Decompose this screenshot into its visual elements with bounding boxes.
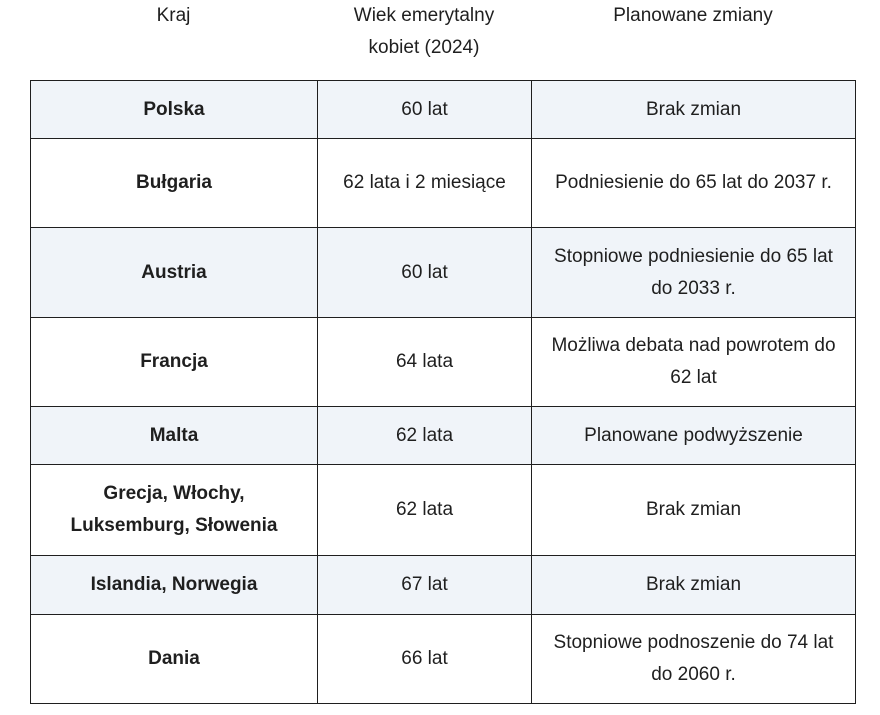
country-cell: Francja (31, 318, 318, 407)
age-cell: 67 lat (318, 556, 532, 615)
country-cell: Austria (31, 228, 318, 318)
country-cell: Polska (31, 81, 318, 139)
table-row (31, 228, 856, 318)
header-retirement-age (317, 0, 531, 80)
country-cell: Malta (31, 407, 318, 465)
country-cell: Dania (31, 615, 318, 704)
changes-cell: Stopniowe podniesienie do 65 lat do 2033 r. (532, 228, 856, 318)
header-country: Kraj (156, 5, 191, 26)
changes-cell: Brak zmian (532, 465, 856, 556)
age-cell: 62 lata (318, 465, 532, 556)
table-row (31, 615, 856, 704)
table-row (31, 465, 856, 556)
changes-cell: Podniesienie do 65 lat do 2037 r. (532, 139, 856, 228)
age-cell: 66 lat (318, 615, 532, 704)
age-cell: 62 lata i 2 miesiące (318, 139, 532, 228)
table-row (31, 407, 856, 465)
table-row (31, 318, 856, 407)
header-retirement-age-line2: kobiet (2024) (368, 37, 480, 58)
changes-cell: Brak zmian (532, 556, 856, 615)
age-cell: 60 lat (318, 228, 532, 318)
country-cell: Islandia, Norwegia (31, 556, 318, 615)
header-retirement-age-line1: Wiek emerytalny (353, 5, 495, 26)
age-cell: 60 lat (318, 81, 532, 139)
changes-cell: Planowane podwyższenie (532, 407, 856, 465)
country-cell: Bułgaria (31, 139, 318, 228)
age-cell: 64 lata (318, 318, 532, 407)
table-row (31, 81, 856, 139)
table-header-row (30, 0, 855, 80)
country-cell: Grecja, Włochy, Luksemburg, Słowenia (31, 465, 318, 556)
retirement-age-table (30, 80, 856, 704)
changes-cell: Możliwa debata nad powrotem do 62 lat (532, 318, 856, 407)
changes-cell: Brak zmian (532, 81, 856, 139)
table-row (31, 139, 856, 228)
changes-cell: Stopniowe podnoszenie do 74 lat do 2060 r. (532, 615, 856, 704)
age-cell: 62 lata (318, 407, 532, 465)
header-planned-changes: Planowane zmiany (613, 5, 773, 26)
table-row (31, 556, 856, 615)
